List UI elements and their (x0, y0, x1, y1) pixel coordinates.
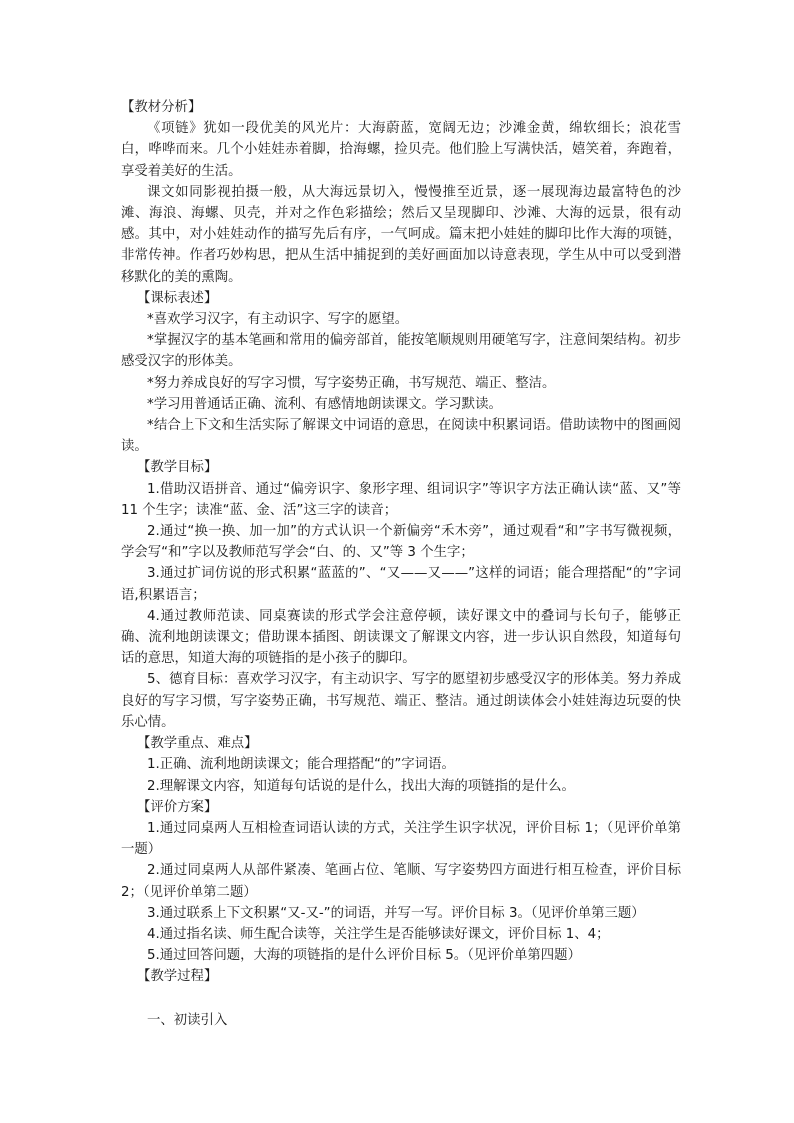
standards-item: *努力养成良好的写字习惯，写字姿势正确，书写规范、端正、整洁。 (147, 375, 556, 391)
goals-item: 5、德育目标：喜欢学习汉字，有主动识字、写字的愿望初步感受汉字的形体美。努力养成良好的写字习惯，写字姿势正确，书写规范、端正、整洁。通过朗读体会小娃娃海边玩耍的快乐心情。 (121, 672, 681, 730)
lesson-plan-page (121, 97, 681, 1031)
evaluation-item: 4.通过指名读、师生配合读等，关注学生是否能够读好课文，评价目标 1、4； (147, 926, 610, 942)
evaluation-item: 3.通过联系上下文积累“又-又-”的词语，并写一写。评价目标 3。（见评价单第三题） (147, 905, 645, 921)
goals-heading: 【教学目标】 (137, 460, 218, 476)
evaluation-item: 1.通过同桌两人互相检查词语认读的方式，关注学生识字状况，评价目标 1；（见评价单第一题） (121, 820, 681, 858)
blank-line (121, 988, 681, 1010)
key-points-item: 2.理解课文内容，知道每句话说的是什么，找出大海的项链指的是什么。 (147, 778, 575, 794)
key-points-item: 1.正确、流利地朗读课文；能合理搭配“的”字词语。 (147, 757, 455, 773)
analysis-paragraph-1: 《项链》犹如一段优美的风光片：大海蔚蓝，宽阔无边；沙滩金黄，绵软细长；浪花雪白，哗哗而来。几个小娃娃赤着脚，拾海螺，捡贝壳。他们脸上写满快活，嬉笑着，奔跑着，享受着美好的生活。 (121, 121, 681, 179)
goals-item: 4.通过教师范读、同桌赛读的形式学会注意停顿，读好课文中的叠词与长句子，能够正确、流利地朗读课文；借助课本插图、朗读课文了解课文内容，进一步认识自然段，知道每句话的意思，知道大海的项链指的是小孩子的脚印。 (121, 608, 681, 667)
analysis-heading: 【教材分析】 (121, 100, 202, 115)
standards-item: *喜欢学习汉字，有主动识字、写字的愿望。 (147, 312, 409, 328)
standards-item: *结合上下文和生活实际了解课文中词语的意思，在阅读中积累词语。借助读物中的图画阅读。 (121, 418, 681, 455)
key-points-heading: 【教学重点、难点】 (137, 736, 258, 752)
standards-item: *掌握汉字的基本笔画和常用的偏旁部首，能按笔顺规则用硬笔写字，注意间架结构。初步感受汉字的形体美。 (121, 333, 681, 370)
analysis-paragraph-2: 课文如同影视拍摄一般，从大海远景切入，慢慢推至近景，逐一展现海边最富特色的沙滩、海浪、海螺、贝壳，并对之作色彩描绘；然后又呈现脚印、沙滩、大海的远景，很有动感。其中，对小娃娃动作的描写先后有序，一气呵成。篇末把小娃娃的脚印比作大海的项链，非常传神。作者巧妙构思，把从生活中捕捉到的美好画面加以诗意表现，学生从中可以受到潜移默化的美的熏陶。 (121, 184, 681, 285)
goals-item: 3.通过扩词仿说的形式积累“蓝蓝的”、“又——又——”这样的词语；能合理搭配“的”字词语,积累语言； (121, 566, 681, 603)
evaluation-heading: 【评价方案】 (137, 799, 218, 815)
goals-item: 1.借助汉语拼音、通过“偏旁识字、象形字理、组词识字”等识字方法正确认读“蓝、又”等 11 个生字；读准“蓝、金、活”这三字的读音； (121, 481, 681, 518)
process-heading: 【教学过程】 (137, 969, 218, 985)
standards-item: *学习用普通话正确、流利、有感情地朗读课文。学习默读。 (147, 396, 502, 412)
process-step-1: 一、初读引入 (147, 1012, 228, 1028)
goals-item: 2.通过“换一换、加一加”的方式认识一个新偏旁“禾木旁”，通过观看“和”字书写微视频，学会写“和”字以及教师范写学会“白、的、又”等 3 个生字； (121, 524, 681, 561)
evaluation-item: 2.通过同桌两人从部件紧凑、笔画占位、笔顺、写字姿势四方面进行相互检查，评价目标 2；（见评价单第二题） (121, 863, 681, 900)
evaluation-item: 5.通过回答问题，大海的项链指的是什么评价目标 5。（见评价单第四题） (147, 948, 581, 964)
standards-heading: 【课标表述】 (137, 290, 218, 306)
